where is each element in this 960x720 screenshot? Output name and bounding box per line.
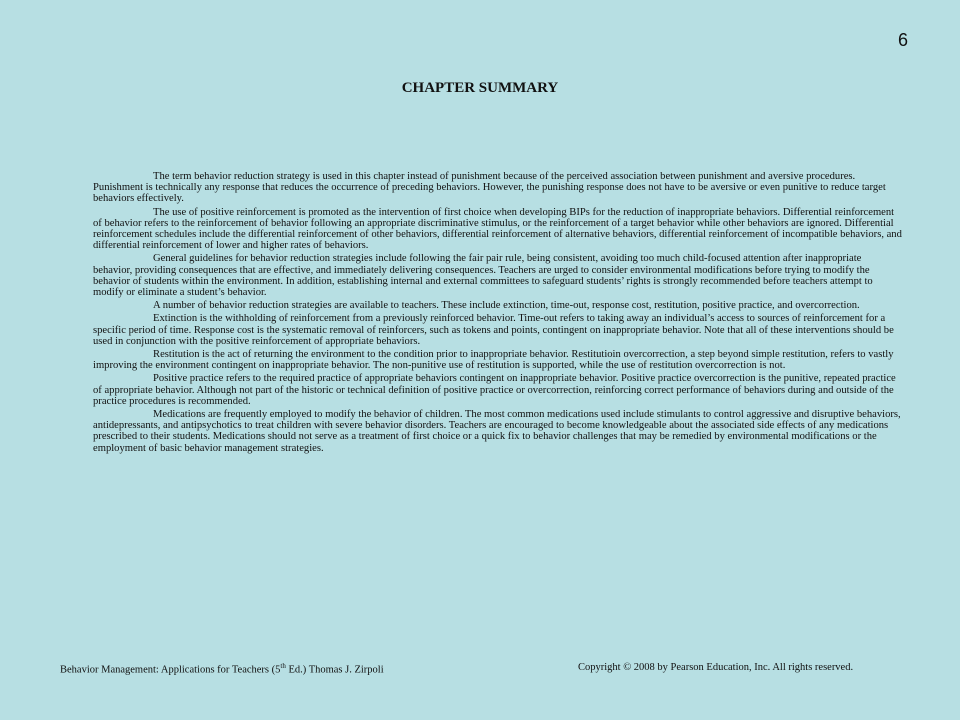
footer-book-citation [60,662,384,676]
footer-citation-end: Ed.) Thomas J. Zirpoli [285,664,384,676]
footer-copyright: Copyright © 2008 by Pearson Education, Inc. All rights reserved. [578,662,854,673]
summary-body [93,171,903,456]
paragraph-1: The term behavior reduction strategy is used in this chapter instead of punishment because of the perceived association between punishment and aversive procedures. Punishment is technically any response that reduces the occurrence of preceding behaviors. However, the punishing response does not have to be aversive or even punitive to reduce target behaviors effectively. [93,171,886,205]
paragraph-7: Positive practice refers to the required practice of appropriate behaviors contingent on inappropriate behavior. Positive practice overcorrection is the punitive, repeated practice of appropriate behavior. Although not part of the historic or technical definition of positive practice or overcorrection, reinforcing correct performance of behaviors during and outside of the practice procedures is recommended. [93,373,896,407]
footer-citation-superscript: th [280,662,286,670]
paragraph-2: The use of positive reinforcement is promoted as the intervention of first choice when developing BIPs for the reduction of inappropriate behaviors. Differential reinforcement of behavior refers to the reinforcement of behavior following an appropriate discriminative stimulus, or the reinforcement of a target behavior while other behaviors are ignored. Differential reinforcement schedules include the differential reinforcement of other behaviors, differential reinforcement of alternative behaviors, differential reinforcement of incompatible behaviors, and differential reinforcement of lower and higher rates of behaviors. [93,206,902,252]
page-number: 6 [898,30,909,50]
paragraph-5: Extinction is the withholding of reinforcement from a previously reinforced behavior. Time-out refers to taking away an individual’s access to sources of reinforcement for a specific period of time. Response cost is the systematic removal of reinforcers, such as tokens and points, contingent on inappropriate behavior. Note that all of these interventions should be used in conjunction with the positive reinforcement of appropriate behaviors. [93,313,894,347]
paragraph-8: Medications are frequently employed to modify the behavior of children. The most common medications used include stimulants to control aggressive and disruptive behaviors, antidepressants, and antipsychotics to treat children with severe behavior disorders. Teachers are encouraged to become knowledgeable about the associated side effects of any medications prescribed to their students. Medications should not serve as a treatment of first choice or a quick fix to behavior challenges that may be remedied by environmental modifications or the employment of basic behavior management strategies. [93,409,901,454]
paragraph-3: General guidelines for behavior reduction strategies include following the fair pair rule, being consistent, avoiding too much child-focused attention after inappropriate behavior, providing consequences that are effective, and immediately delivering consequences. Teachers are urged to consider environmental modifications before trying to modify the behavior of students within the environment. In addition, establishing internal and external committees to safeguard students’ rights is strongly recommended before teachers attempt to modify or eliminate a student’s behavior. [93,253,873,299]
paragraph-6: Restitution is the act of returning the environment to the condition prior to inappropriate behavior. Restitutioin overcorrection, a step beyond simple restitution, refers to vastly improving the environment contingent on inappropriate behavior. The non-punitive use of restitution is supported, while the use of restitution overcorrection is not. [93,349,894,372]
paragraph-4: A number of behavior reduction strategies are available to teachers. These include extinction, time-out, response cost, restitution, positive practice, and overcorrection. [153,300,860,312]
page-title [0,80,960,97]
title-text: CHAPTER SUMMARY [401,80,559,96]
footer-citation-start: Behavior Management: Applications for Teachers (5 [60,664,281,676]
